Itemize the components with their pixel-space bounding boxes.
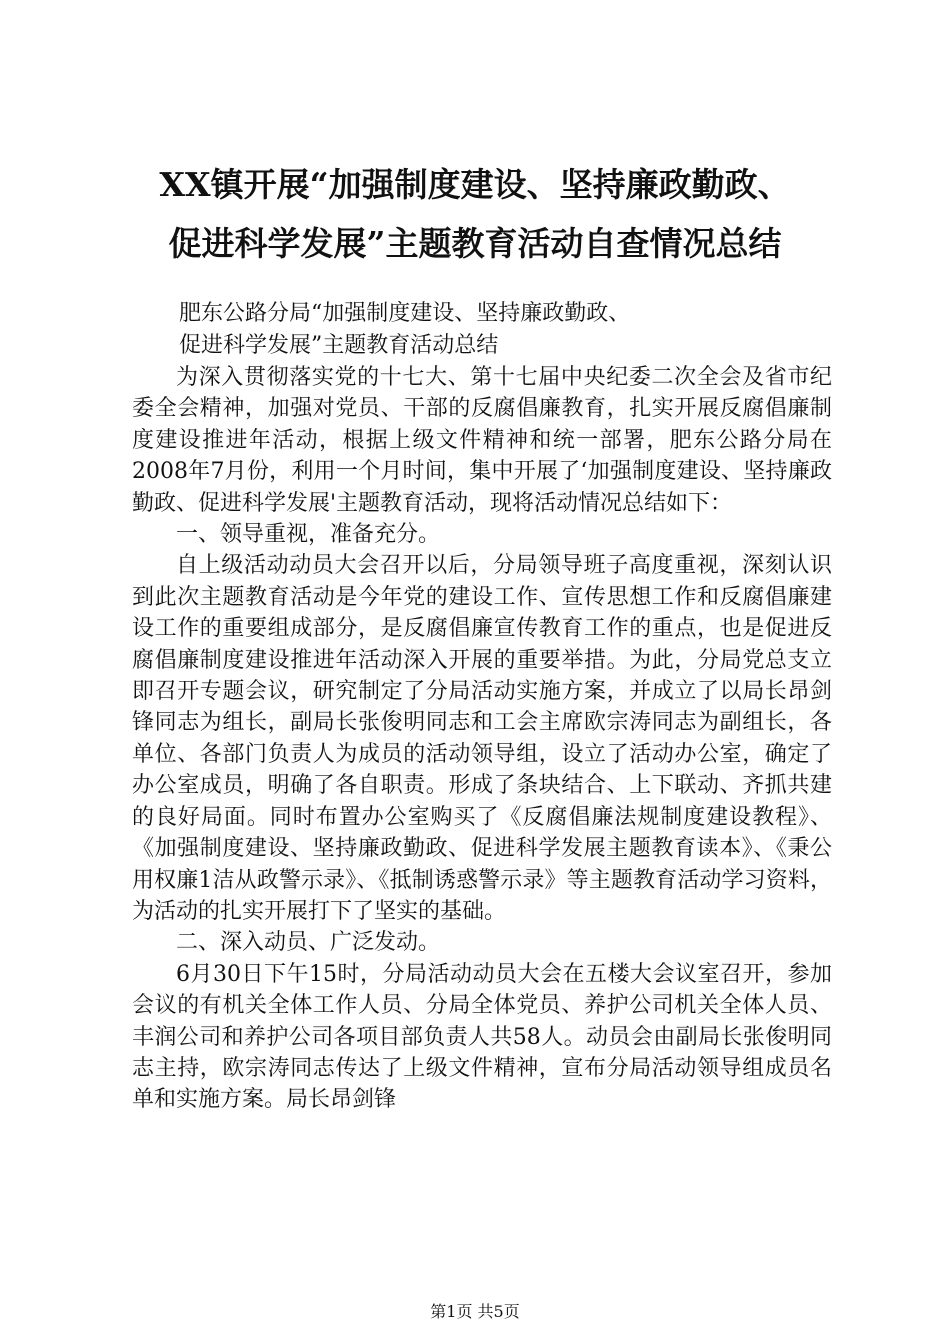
section-1-paragraph: 自上级活动动员大会召开以后，分局领导班子高度重视，深刻认识到此次主题教育活动是今年党的建设工作、宣传思想工作和反腐倡廉建设工作的重要组成部分，是反腐倡廉宣传教育工作的重点，也是促进反腐倡廉制度建设推进年活动深入开展的重要举措。为此，分局党总支立即召开专题会议，研究制定了分局活动实施方案，并成立了以局长昂剑锋同志为组长，副局长张俊明同志和工会主席欧宗涛同志为副组长，各单位、各部门负责人为成员的活动领导组，设立了活动办公室，确定了办公室成员，明确了各自职责。形成了条块结合、上下联动、齐抓共建的良好局面。同时布置办公室购买了《反腐倡廉法规制度建设教程》、《加强制度建设、坚持廉政勤政、促进科学发展主题教育读本》、《秉公用权廉1洁从政警示录》、《抵制诱惑警示录》等主题教育活动学习资料，为活动的扎实开展打下了坚实的基础。 xyxy=(132,553,832,924)
section-2-paragraph: 6月30日下午15时，分局活动动员大会在五楼大会议室召开，参加会议的有机关全体工作人员、分局全体党员、养护公司机关全体人员、丰润公司和养护公司各项目部负责人共58人。动员会由副局长张俊明同志主持，欧宗涛同志传达了上级文件精神，宣布分局活动领导组成员名单和实施方案。局长昂剑锋 xyxy=(132,961,832,1113)
intro-paragraph: 为深入贯彻落实党的十七大、第十七届中央纪委二次全会及省市纪委全会精神，加强对党员、干部的反腐倡廉教育，扎实开展反腐倡廉制度建设推进年活动，根据上级文件精神和统一部署，肥东公路分局在2008年7月份，利用一个月时间，集中开展了‘加强制度建设、坚持廉政勤政、促进科学发展'主题教育活动，现将活动情况总结如下： xyxy=(132,365,832,516)
document-body xyxy=(132,362,832,1116)
document-title-line-2: 促进科学发展”主题教育活动自查情况总结 xyxy=(168,224,782,263)
document-subtitle-line-1: 肥东公路分局“加强制度建设、坚持廉政勤政、 xyxy=(179,301,631,326)
document-subtitle-line-2: 促进科学发展”主题教育活动总结 xyxy=(179,333,499,358)
section-heading-2: 二、深入动员、广泛发动。 xyxy=(176,930,441,956)
section-heading-1: 一、领导重视，准备充分。 xyxy=(176,522,441,548)
page-number-footer: 第1页 共5页 xyxy=(430,1302,520,1321)
document-title-line-1: XX镇开展“加强制度建设、坚持廉政勤政、 xyxy=(159,165,791,204)
